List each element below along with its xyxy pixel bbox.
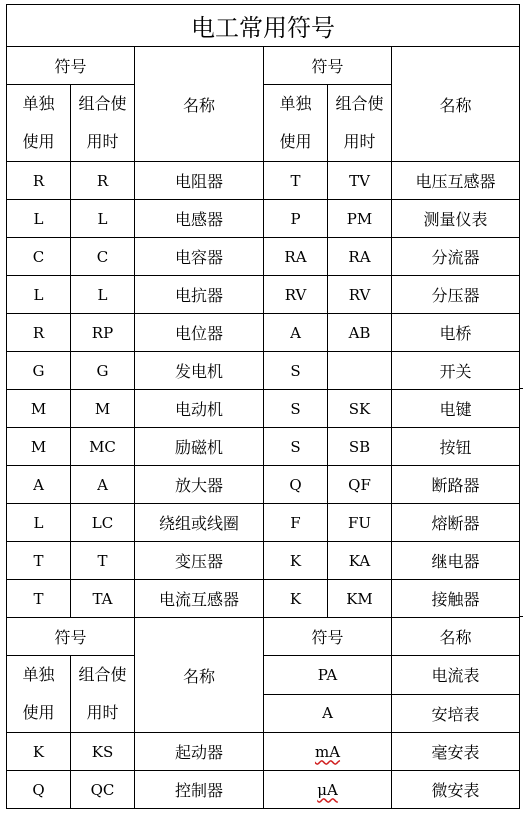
- single-use-symbol: S: [264, 428, 328, 466]
- combined-use-symbol: RV: [328, 276, 392, 314]
- header-combined-use-left: [71, 85, 135, 162]
- table-row: [7, 428, 520, 466]
- lower-header-symbol-left: 符号: [7, 618, 135, 656]
- combined-use-symbol: SB: [328, 428, 392, 466]
- component-name: 接触器: [392, 580, 520, 618]
- header-line: 使用: [22, 703, 55, 722]
- header-line: 使用: [22, 132, 55, 151]
- lower-header-name-left: 名称: [135, 618, 264, 733]
- table-row: [7, 238, 520, 276]
- combined-use-symbol: TA: [71, 580, 135, 618]
- component-name: 继电器: [392, 542, 520, 580]
- single-use-symbol: T: [264, 162, 328, 200]
- combined-use-symbol: KA: [328, 542, 392, 580]
- meter-symbol: A: [264, 694, 392, 733]
- single-use-symbol: S: [264, 352, 328, 390]
- single-use-symbol: C: [7, 238, 71, 276]
- combined-use-symbol: QC: [71, 771, 135, 809]
- lower-header-symbol-right: 符号: [264, 618, 392, 656]
- combined-use-symbol: A: [71, 466, 135, 504]
- meter-symbol: [264, 733, 392, 771]
- component-name: 按钮: [392, 428, 520, 466]
- single-use-symbol: K: [264, 542, 328, 580]
- component-name: 电位器: [135, 314, 264, 352]
- header-line: 组合使: [78, 94, 127, 113]
- table-row: [7, 504, 520, 542]
- single-use-symbol: L: [7, 276, 71, 314]
- page-title: 电工常用符号: [7, 5, 520, 47]
- single-use-symbol: G: [7, 352, 71, 390]
- table-row: [7, 390, 520, 428]
- table-row: [7, 200, 520, 238]
- single-use-symbol: A: [7, 466, 71, 504]
- single-use-symbol: Q: [7, 771, 71, 809]
- header-line: 组合使: [78, 665, 127, 684]
- component-name: 电感器: [135, 200, 264, 238]
- single-use-symbol: M: [7, 390, 71, 428]
- component-name: 电容器: [135, 238, 264, 276]
- component-name: 电阻器: [135, 162, 264, 200]
- header-symbol-right: 符号: [264, 47, 392, 85]
- table-row: [7, 542, 520, 580]
- header-line: 单独: [22, 665, 55, 684]
- header-name-left: 名称: [135, 47, 264, 162]
- single-use-symbol: RA: [264, 238, 328, 276]
- single-use-symbol: P: [264, 200, 328, 238]
- single-use-symbol: R: [7, 162, 71, 200]
- header-combined-use-right: [328, 85, 392, 162]
- combined-use-symbol: QF: [328, 466, 392, 504]
- header-line: 使用: [279, 132, 312, 151]
- title-row: [7, 5, 520, 47]
- component-name: 开关: [392, 352, 520, 390]
- single-use-symbol: L: [7, 504, 71, 542]
- margin-tick: [519, 616, 523, 617]
- table-row: [7, 276, 520, 314]
- combined-use-symbol: L: [71, 200, 135, 238]
- header-line: 单独: [279, 94, 312, 113]
- table-row: [7, 162, 520, 200]
- header-name-right: 名称: [392, 47, 520, 162]
- lower-header-name-right: 名称: [392, 618, 520, 656]
- margin-tick: [519, 388, 523, 389]
- combined-use-symbol: SK: [328, 390, 392, 428]
- component-name: 变压器: [135, 542, 264, 580]
- single-use-symbol: A: [264, 314, 328, 352]
- component-name: 放大器: [135, 466, 264, 504]
- single-use-symbol: K: [264, 580, 328, 618]
- component-name: 电桥: [392, 314, 520, 352]
- lower-header-single-use: [7, 656, 71, 733]
- header-line: 用时: [86, 703, 119, 722]
- single-use-symbol: M: [7, 428, 71, 466]
- combined-use-symbol: RP: [71, 314, 135, 352]
- component-name: 分压器: [392, 276, 520, 314]
- combined-use-symbol: G: [71, 352, 135, 390]
- component-name: 电键: [392, 390, 520, 428]
- table-row: [7, 466, 520, 504]
- combined-use-symbol: MC: [71, 428, 135, 466]
- single-use-symbol: T: [7, 580, 71, 618]
- component-name: 电动机: [135, 390, 264, 428]
- table-row: [7, 352, 520, 390]
- combined-use-symbol: T: [71, 542, 135, 580]
- component-name: 起动器: [135, 733, 264, 771]
- component-name: 测量仪表: [392, 200, 520, 238]
- header-line: 用时: [343, 132, 376, 151]
- lower-header-row-2: [7, 656, 520, 695]
- component-name: 断路器: [392, 466, 520, 504]
- single-use-symbol: R: [7, 314, 71, 352]
- meter-name: 电流表: [392, 656, 520, 695]
- combined-use-symbol: [328, 352, 392, 390]
- combined-use-symbol: KM: [328, 580, 392, 618]
- meter-symbol: PA: [264, 656, 392, 695]
- header-line: 单独: [22, 94, 55, 113]
- combined-use-symbol: AB: [328, 314, 392, 352]
- lower-header-combined-use: [71, 656, 135, 733]
- meter-name: 毫安表: [392, 733, 520, 771]
- header-line: 组合使: [335, 94, 384, 113]
- combined-use-symbol: KS: [71, 733, 135, 771]
- lower-header-row-1: [7, 618, 520, 656]
- meter-symbol-text: mA: [314, 742, 341, 761]
- meter-name: 安培表: [392, 694, 520, 733]
- component-name: 发电机: [135, 352, 264, 390]
- header-single-use-left: [7, 85, 71, 162]
- combined-use-symbol: L: [71, 276, 135, 314]
- component-name: 分流器: [392, 238, 520, 276]
- table-row: [7, 580, 520, 618]
- single-use-symbol: S: [264, 390, 328, 428]
- component-name: 熔断器: [392, 504, 520, 542]
- meter-name: 微安表: [392, 771, 520, 809]
- single-use-symbol: T: [7, 542, 71, 580]
- combined-use-symbol: TV: [328, 162, 392, 200]
- single-use-symbol: F: [264, 504, 328, 542]
- bottom-row: [7, 733, 520, 771]
- component-name: 电抗器: [135, 276, 264, 314]
- table-body: [7, 5, 520, 809]
- single-use-symbol: L: [7, 200, 71, 238]
- combined-use-symbol: C: [71, 238, 135, 276]
- combined-use-symbol: FU: [328, 504, 392, 542]
- single-use-symbol: K: [7, 733, 71, 771]
- single-use-symbol: RV: [264, 276, 328, 314]
- electrical-symbols-table: [6, 4, 520, 809]
- combined-use-symbol: LC: [71, 504, 135, 542]
- combined-use-symbol: M: [71, 390, 135, 428]
- table-row: [7, 314, 520, 352]
- meter-symbol-text: μA: [317, 780, 338, 799]
- combined-use-symbol: PM: [328, 200, 392, 238]
- component-name: 电压互感器: [392, 162, 520, 200]
- component-name: 电流互感器: [135, 580, 264, 618]
- single-use-symbol: Q: [264, 466, 328, 504]
- header-line: 用时: [86, 132, 119, 151]
- combined-use-symbol: R: [71, 162, 135, 200]
- bottom-row: [7, 771, 520, 809]
- combined-use-symbol: RA: [328, 238, 392, 276]
- component-name: 励磁机: [135, 428, 264, 466]
- component-name: 绕组或线圈: [135, 504, 264, 542]
- header-row-1: [7, 47, 520, 85]
- meter-symbol: [264, 771, 392, 809]
- component-name: 控制器: [135, 771, 264, 809]
- header-symbol-left: 符号: [7, 47, 135, 85]
- header-single-use-right: [264, 85, 328, 162]
